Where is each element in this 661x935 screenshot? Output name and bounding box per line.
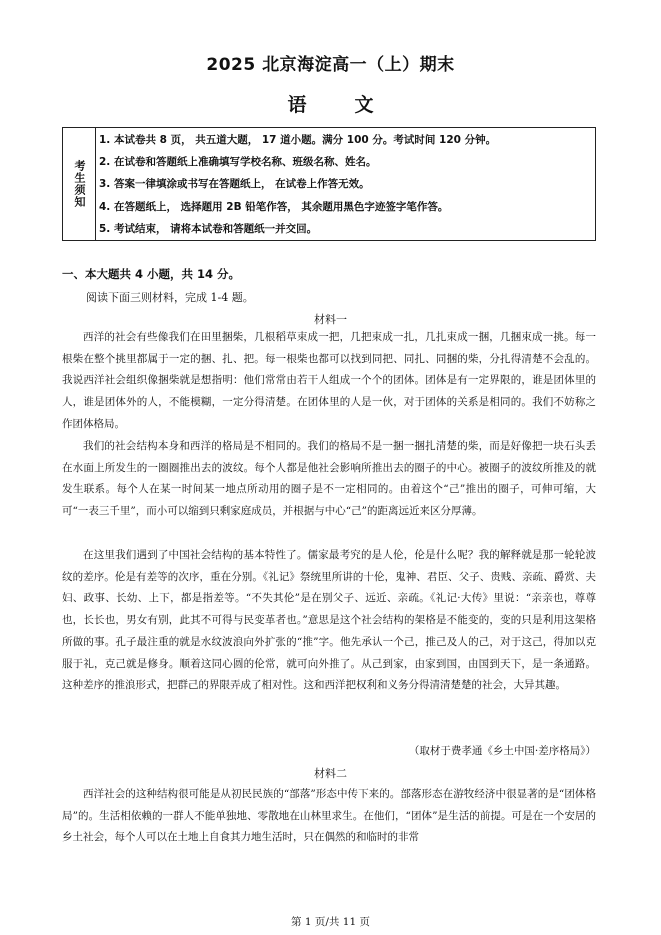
material-2-title: 材料二 — [314, 767, 347, 780]
material-2-paragraph-1: 西洋社会的这种结构很可能是从初民民族的“部落”形态中传下来的。部落形态在游牧经济中很显著的是“团体格局”的。生活相依赖的一群人不能单独地、零散地在山林里求生。在他们，“团体”是生活的前提。可是在一个安居的乡土社会，每个人可以在土地上自食其力地生活时，只在偶然的和临时的非常 — [62, 788, 596, 844]
notice-item: 4. 在答题纸上， 选择题用 2B 铅笔作答， 其余题用黑色字迹签字笔作答。 — [99, 200, 449, 213]
subject-char: 文 — [354, 94, 374, 116]
notice-item: 5. 考试结束， 请将本试卷和答题纸一并交回。 — [99, 222, 318, 235]
reading-instruction: 阅读下面三则材料，完成 1-4 题。 — [86, 291, 254, 304]
notice-item: 3. 答案一律填涂或书写在答题纸上， 在试卷上作答无效。 — [99, 178, 370, 191]
notice-item: 1. 本试卷共 8 页， 共五道大题， 17 道小题。满分 100 分。考试时间 120 分钟。 — [99, 134, 497, 146]
material-1-paragraph-3: 在这里我们遇到了中国社会结构的基本特性了。儒家最考究的是人伦，伦是什么呢？我的解释就是那一轮轮波纹的差序。伦是有差等的次序，重在分别。《礼记》祭统里所讲的十伦，鬼神、君臣、父子、贵贱、亲疏、爵赏、夫妇、政事、长幼、上下，都是指差等。“不失其伦”是在别父子、远近、亲疏。《礼记·大传》里说：“亲亲也，尊尊也，长长也，男女有别，此其不可得与民变革者也。”意思是这个社会结构的架格是不能变的，变的只是利用这架格所做的事。孔子最注重的就是水纹波浪向外扩张的“推”字。他先承认一个己，推己及人的己，对于这己，得加以克服于礼，克己就是修身。顺着这同心圆的伦常，就可向外推了。从己到家，由家到国，由国到天下，是一条通路。这种差序的推浪形式，把群己的界限弄成了相对性。这和西洋把权利和义务分得清清楚楚的社会，大异其趣。 — [62, 549, 596, 692]
material-1-paragraph-2: 我们的社会结构本身和西洋的格局是不相同的。我们的格局不是一捆一捆扎清楚的柴，而是好像把一块石头丢在水面上所发生的一圈圈推出去的波纹。每个人都是他社会影响所推出去的圈子的中心。被圈子的波纹所推及的就发生联系。每个人在某一时间某一地点所动用的圈子是不一定相同的。由着这个“己”推出的圈子，可伸可缩，大可“一表三千里”，而小可以缩到只剩家庭成员，并根据与中心“己”的距离远近来区分厚薄。 — [62, 440, 596, 518]
material-1-title: 材料一 — [314, 313, 347, 326]
material-1-paragraph-1: 西洋的社会有些像我们在田里捆柴，几根稻草束成一把，几把束成一扎，几扎束成一捆，几捆束成一挑。每一根柴在整个挑里都属于一定的捆、扎、把。每一根柴也都可以找到同把、同扎、同捆的柴，分扎得清楚不会乱的。我说西洋社会组织像捆柴就是想指明：他们常常由若干人组成一个个的团体。团体是有一定界限的，谁是团体里的人，谁是团体外的人，不能模糊，一定分得清楚。在团体里的人是一伙，对于团体的关系是相同的。我们不妨称之作团体格局。 — [62, 331, 596, 430]
notice-label: 考生须知 — [73, 160, 86, 208]
notice-item: 2. 在试卷和答题纸上准确填写学校名称、班级名称、姓名。 — [99, 156, 377, 169]
section-heading: 一、本大题共 4 小题，共 14 分。 — [62, 267, 241, 281]
notice-list — [99, 131, 591, 242]
page-number: 第 1 页/共 11 页 — [291, 916, 370, 928]
subject-heading — [0, 90, 661, 117]
notice-label-cell — [63, 128, 96, 240]
candidate-notice-box — [62, 127, 596, 241]
exam-title: 2025 北京海淀高一（上）期末 — [206, 55, 455, 75]
subject-char: 语 — [287, 94, 307, 116]
material-1-source: （取材于费孝通《乡土中国·差序格局》） — [408, 745, 596, 757]
